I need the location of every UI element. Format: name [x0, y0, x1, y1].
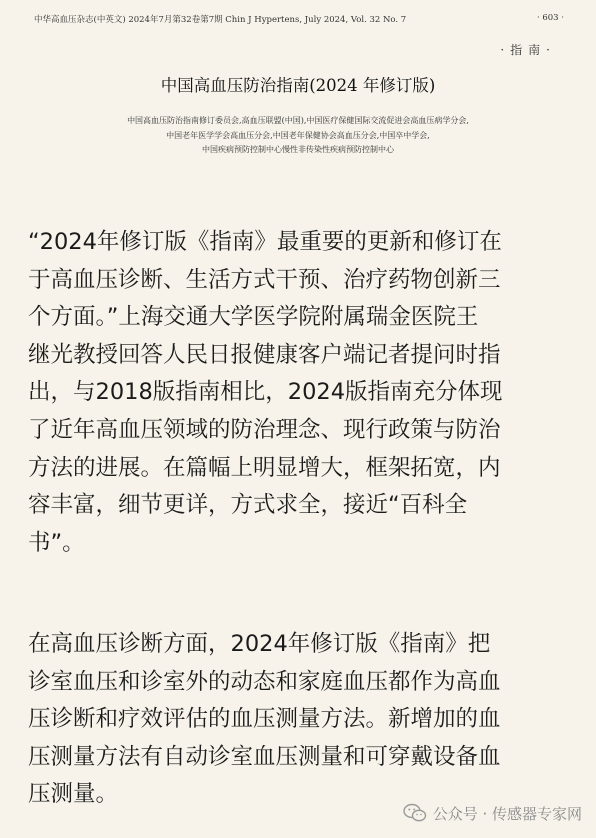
- paragraph-line: 容丰富，细节更详，方式求全，接近“百科全: [28, 492, 468, 519]
- paragraph-line: 于高血压诊断、生活方式干预、治疗药物创新三: [28, 266, 501, 293]
- journal-header: [34, 13, 564, 27]
- paragraph-line: 压诊断和疗效评估的血压测量方法。新增加的血: [28, 706, 501, 733]
- paragraph-2: [28, 626, 568, 814]
- paragraph-line: 出，与2018版指南相比，2024版指南充分体现: [28, 379, 503, 406]
- watermark-text: 公众号 · 传感器专家网: [432, 804, 582, 823]
- paragraph-line: 诊室血压和诊室外的动态和家庭血压都作为高血: [28, 668, 501, 695]
- paragraph-line: 压测量。: [28, 781, 119, 808]
- author-line: 中国老年医学学会高血压分会,中国老年保健协会高血压分会,中国卒中学会,: [166, 130, 430, 140]
- author-line: 中国高血压防治指南修订委员会,高血压联盟(中国),中国医疗保健国际交流促进会高血压病学分会,: [127, 116, 469, 125]
- journal-citation: 中华高血压杂志(中英文) 2024年7月第32卷第7期 Chin J Hypertens, July 2024, Vol. 32 No. 7: [34, 15, 407, 25]
- wechat-icon: [403, 803, 427, 823]
- paragraph-line: 在高血压诊断方面，2024年修订版《指南》把: [28, 631, 491, 657]
- paragraph-line: 了近年高血压领域的防治理念、现行政策与防治: [28, 416, 501, 443]
- paragraph-line: 方法的进展。在篇幅上明显增大，框架拓宽，内: [28, 454, 501, 481]
- wechat-watermark: [403, 801, 582, 825]
- author-line: 中国疾病预防控制中心慢性非传染性疾病预防控制中心: [202, 145, 394, 154]
- paragraph-line: 压测量方法有自动诊室血压测量和可穿戴设备血: [28, 743, 501, 770]
- paragraph-line: “2024年修订版《指南》最重要的更新和修订在: [28, 229, 502, 255]
- article-title: 中国高血压防治指南(2024 年修订版): [160, 76, 436, 95]
- section-tag: ·指南·: [500, 43, 556, 57]
- author-block: [40, 114, 556, 158]
- paragraph-line: 书”。: [28, 529, 85, 556]
- paragraph-line: 个方面。”上海交通大学医学院附属瑞金医院王: [28, 304, 479, 331]
- paragraph-1: [28, 224, 568, 562]
- page-number: · 603 ·: [536, 13, 564, 23]
- paragraph-line: 继光教授回答人民日报健康客户端记者提问时指: [28, 341, 501, 368]
